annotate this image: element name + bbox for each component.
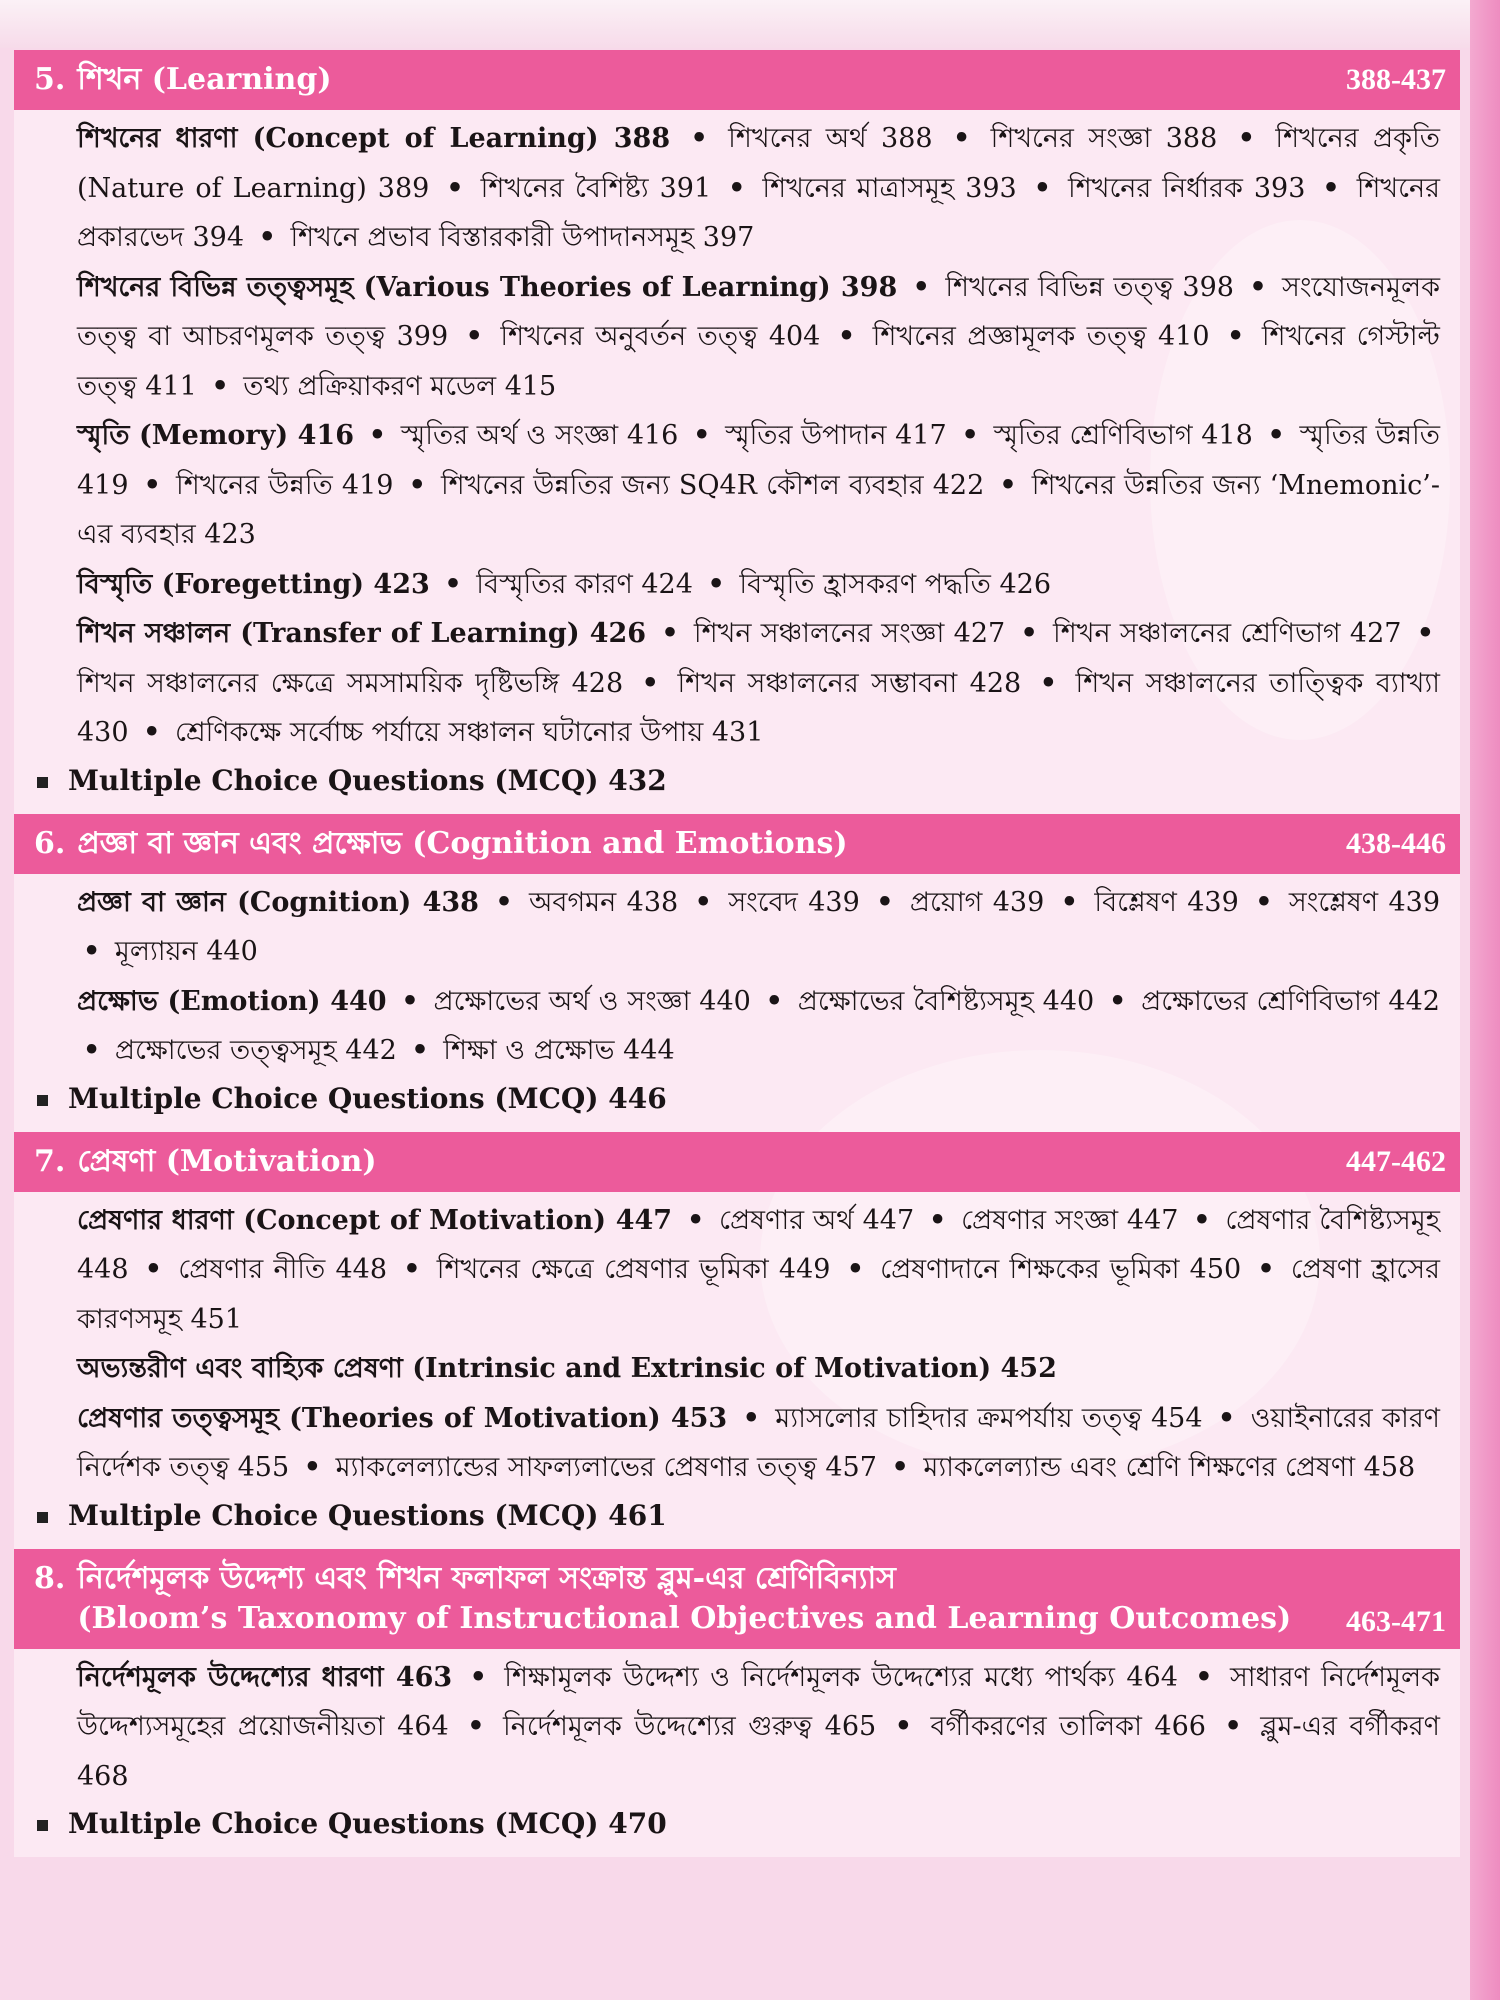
toc-entry [77, 609, 1440, 758]
bullet-icon: • [1020, 618, 1038, 649]
toc-entry [77, 560, 1440, 610]
bullet-icon: • [1193, 1204, 1211, 1236]
subtopic: ব্লুম-এর বর্গীকরণ 468 [77, 1711, 1440, 1792]
subtopic: প্রেষণার অর্থ 447 [719, 1204, 915, 1236]
mcq-label: Multiple Choice Questions (MCQ) 470 [68, 1807, 667, 1840]
chapter-body [14, 874, 1460, 1132]
subtopic: শিখনের ক্ষেত্রে প্রেষণার ভূমিকা 449 [436, 1254, 831, 1285]
bullet-icon: • [1416, 618, 1435, 649]
bullet-icon: • [1322, 172, 1340, 204]
subtopic: প্রক্ষোভের বৈশিষ্ট্যসমূহ 440 [797, 985, 1095, 1017]
subtopic: শিখনের অর্থ 388 [728, 123, 933, 154]
bullet-icon: • [401, 985, 419, 1017]
subtopic: সংবেদ 439 [728, 886, 860, 918]
mcq-line [37, 1076, 1440, 1122]
bullet-icon: • [641, 667, 659, 699]
subtopic: সংযোজনমূলক তত্ত্ব বা আচরণমূলক তত্ত্ব 399 [77, 271, 1440, 352]
mcq-line [37, 758, 1440, 804]
subtopic: শিখনের অনুবর্তন তত্ত্ব 404 [500, 321, 821, 352]
bullet-icon: • [707, 568, 725, 600]
chapter-title: শিখন (Learning) [77, 62, 332, 97]
subtopic: শিখনের বৈশিষ্ট্য 391 [480, 172, 712, 204]
subtopic: প্রক্ষোভের তত্ত্বসমূহ 442 [114, 1035, 397, 1066]
topic-heading: শিখনের বিভিন্ন তত্ত্বসমূহ (Various Theories of Learning) 398 [77, 271, 898, 303]
bullet-icon: • [1257, 1254, 1275, 1285]
subtopic: তথ্য প্রক্রিয়াকরণ মডেল 415 [243, 370, 557, 402]
chapter-pages: 447-462 [1346, 1144, 1446, 1178]
subtopic: শিখনের সংজ্ঞা 388 [990, 123, 1218, 154]
bullet-icon: • [1255, 886, 1273, 918]
toc-entry [77, 411, 1440, 560]
subtopic: প্রেষণার বৈশিষ্ট্যসমূহ 448 [77, 1204, 1440, 1285]
subtopic: বর্গীকরণের তালিকা 466 [930, 1711, 1206, 1742]
chapter-title: প্রেষণা (Motivation) [77, 1143, 377, 1179]
subtopic: শিখন সঞ্চালনের শ্রেণিভাগ 427 [1053, 618, 1402, 649]
subtopic: শিখন সঞ্চালনের সংজ্ঞা 427 [693, 618, 1006, 649]
bullet-icon: • [495, 886, 513, 918]
subtopic: শিখনের উন্নতির জন্য ‘Mnemonic’-এর ব্যবহার 423 [77, 469, 1440, 550]
subtopic: ওয়াইনারের কারণ নির্দেশক তত্ত্ব 455 [77, 1402, 1441, 1483]
subtopic: বিস্মৃতির কারণ 424 [476, 568, 693, 600]
toc-entry [77, 1344, 1440, 1394]
chapter-number: 5. [34, 62, 66, 97]
subtopic: প্রেষণা হ্রাসের কারণসমূহ 451 [77, 1254, 1440, 1335]
subtopic: প্রক্ষোভের অর্থ ও সংজ্ঞা 440 [433, 985, 751, 1017]
bullet-icon: • [1060, 886, 1078, 918]
subtopic: স্মৃতির অর্থ ও সংজ্ঞা 416 [400, 420, 679, 451]
chapter-pages: 438-446 [1346, 826, 1446, 860]
chapter-pages: 388-437 [1346, 63, 1446, 96]
subtopic: স্মৃতির উপাদান 417 [725, 420, 947, 451]
subtopic: শিখন সঞ্চালনের তাত্ত্বিক ব্যাখ্যা 430 [77, 667, 1441, 748]
bullet-icon: • [837, 321, 856, 352]
subtopic: ম্যাকলেল্যান্ডের সাফল্যলাভের প্রেষণার তত্ত্ব 457 [335, 1452, 877, 1483]
topic-heading: প্রেষণার ধারণা (Concept of Motivation) 447 [77, 1204, 673, 1236]
chapter-body [14, 1192, 1460, 1549]
topic-heading: শিখনের ধারণা (Concept of Learning) 388 [77, 123, 671, 154]
subtopic: নির্দেশমূলক উদ্দেশ্যের গুরুত্ব 465 [503, 1711, 877, 1742]
subtopic: প্রেষণার সংজ্ঞা 447 [961, 1204, 1179, 1236]
subtopic: শিখনের প্রজ্ঞামূলক তত্ত্ব 410 [872, 321, 1210, 352]
subtopic: প্রেষণাদানে শিক্ষকের ভূমিকা 450 [880, 1254, 1242, 1285]
bullet-icon: • [408, 469, 426, 501]
subtopic: শিখনের প্রকৃতি (Nature of Learning) 389 [77, 123, 1440, 204]
subtopic: প্রেষণার নীতি 448 [178, 1254, 388, 1285]
bullet-icon: • [999, 469, 1017, 501]
bullet-icon: • [444, 568, 462, 600]
chapter-pages: 463-471 [1346, 1604, 1446, 1638]
bullet-icon: • [891, 1452, 909, 1483]
subtopic: শিখনের মাত্রাসমূহ 393 [762, 172, 1017, 204]
chapter-number: 7. [34, 1143, 66, 1179]
bullet-icon: • [742, 1402, 760, 1434]
chapter-8 [14, 1549, 1460, 1858]
subtopic: শিক্ষা ও প্রক্ষোভ 444 [443, 1035, 675, 1066]
bullet-icon: • [258, 222, 276, 253]
bullet-icon: • [1237, 123, 1255, 154]
subtopic: শ্রেণিকক্ষে সর্বোচ্চ পর্যায়ে সঞ্চালন ঘটানোর উপায় 431 [175, 717, 764, 748]
bullet-icon: • [1249, 271, 1267, 303]
subtopic: শিখনের বিভিন্ন তত্ত্ব 398 [945, 271, 1234, 303]
subtopic: শিখন সঞ্চালনের ক্ষেত্রে সমসাময়িক দৃষ্টিভঙ্গি 428 [77, 667, 624, 699]
bullet-icon: • [1033, 172, 1052, 204]
subtopic: বিশ্লেষণ 439 [1094, 886, 1239, 918]
bullet-icon: • [303, 1452, 322, 1483]
bullet-icon: • [876, 886, 894, 918]
bullet-icon: • [465, 321, 483, 352]
top-margin [0, 0, 1470, 48]
toc-entry [77, 1196, 1440, 1345]
chapter-title: প্রজ্ঞা বা জ্ঞান এবং প্রক্ষোভ (Cognition and Emotions) [77, 825, 848, 861]
square-bullet-icon [37, 1512, 48, 1523]
toc-entry [77, 977, 1440, 1076]
bullet-icon: • [1267, 420, 1285, 451]
subtopic: বিস্মৃতি হ্রাসকরণ পদ্ধতি 426 [739, 568, 1052, 600]
bullet-icon: • [1195, 1661, 1213, 1693]
chapter-title-english: (Bloom’s Taxonomy of Instructional Objectives and Learning Outcomes) [77, 1600, 1292, 1636]
chapter-5 [14, 50, 1460, 814]
mcq-line [37, 1493, 1440, 1539]
topic-heading: বিস্মৃতি (Foregetting) 423 [77, 568, 430, 600]
bullet-icon: • [83, 936, 101, 967]
toc-entry [77, 1653, 1440, 1802]
topic-heading: অভ্যন্তরীণ এবং বাহ্যিক প্রেষণা (Intrinsic and Extrinsic of Motivation) 452 [77, 1353, 1057, 1384]
subtopic: অবগমন 438 [529, 886, 679, 918]
square-bullet-icon [37, 1820, 48, 1831]
bullet-icon: • [846, 1254, 864, 1285]
bullet-icon: • [1227, 321, 1245, 352]
bullet-icon: • [694, 886, 712, 918]
bullet-icon: • [144, 1254, 163, 1285]
subtopic: সাধারণ নির্দেশমূলক উদ্দেশ্যসমূহের প্রয়োজনীয়তা 464 [77, 1661, 1441, 1742]
subtopic: স্মৃতির শ্রেণিবিভাগ 418 [993, 420, 1253, 451]
bullet-icon: • [143, 469, 161, 501]
subtopic: ম্যাসলোর চাহিদার ক্রমপর্যায় তত্ত্ব 454 [775, 1402, 1203, 1434]
subtopic: শিখনে প্রভাব বিস্তারকারী উপাদানসমূহ 397 [290, 222, 755, 253]
square-bullet-icon [37, 777, 48, 788]
subtopic: শিখনের প্রকারভেদ 394 [77, 172, 1440, 253]
bullet-icon: • [686, 1204, 705, 1236]
bullet-icon: • [467, 1711, 485, 1742]
chapter-header [14, 814, 1460, 874]
topic-heading: শিখন সঞ্চালন (Transfer of Learning) 426 [77, 618, 647, 649]
chapter-header [14, 1549, 1460, 1649]
chapter-title: নির্দেশমূলক উদ্দেশ্য এবং শিখন ফলাফল সংক্রান্ত ব্লুম-এর শ্রেণিবিন্যাস [77, 1560, 896, 1596]
bullet-icon: • [1039, 667, 1057, 699]
toc-entry [77, 263, 1440, 412]
bullet-icon: • [765, 985, 783, 1017]
topic-heading: নির্দেশমূলক উদ্দেশ্যের ধারণা 463 [77, 1661, 453, 1693]
mcq-line [37, 1801, 1440, 1847]
bullet-icon: • [1224, 1711, 1242, 1742]
bullet-icon: • [403, 1254, 421, 1285]
bullet-icon: • [1217, 1402, 1236, 1434]
subtopic: স্মৃতির উন্নতি 419 [77, 420, 1440, 501]
topic-heading: স্মৃতি (Memory) 416 [77, 420, 355, 451]
topic-heading: প্রজ্ঞা বা জ্ঞান (Cognition) 438 [77, 886, 479, 918]
subtopic: শিক্ষামূলক উদ্দেশ্য ও নির্দেশমূলক উদ্দেশ্যের মধ্যে পার্থক্য 464 [504, 1661, 1178, 1693]
subtopic: শিখন সঞ্চালনের সম্ভাবনা 428 [677, 667, 1022, 699]
chapter-body [14, 110, 1460, 814]
bullet-icon: • [728, 172, 746, 204]
chapter-header [14, 50, 1460, 110]
bullet-icon: • [693, 420, 711, 451]
subtopic: শিখনের গেস্টাল্ট তত্ত্ব 411 [77, 321, 1440, 402]
bullet-icon: • [894, 1711, 912, 1742]
mcq-label: Multiple Choice Questions (MCQ) 446 [68, 1081, 667, 1115]
chapter-header [14, 1132, 1460, 1192]
square-bullet-icon [37, 1095, 48, 1106]
subtopic: সংশ্লেষণ 439 [1288, 886, 1440, 918]
bullet-icon: • [912, 271, 930, 303]
chapter-number: 6. [34, 825, 66, 861]
chapter-6 [14, 814, 1460, 1132]
bullet-icon: • [928, 1204, 947, 1236]
toc-entry [77, 878, 1440, 977]
contents-page [14, 50, 1460, 1857]
mcq-label: Multiple Choice Questions (MCQ) 461 [68, 1498, 667, 1532]
bullet-icon: • [469, 1661, 487, 1693]
bullet-icon: • [446, 172, 464, 204]
chapter-7 [14, 1132, 1460, 1549]
bullet-icon: • [211, 370, 229, 402]
subtopic: মূল্যায়ন 440 [114, 936, 258, 967]
bullet-icon: • [690, 123, 708, 154]
bullet-icon: • [143, 717, 161, 748]
bullet-icon: • [1109, 985, 1127, 1017]
subtopic: শিখনের উন্নতি 419 [176, 469, 394, 501]
bullet-icon: • [952, 123, 971, 154]
mcq-label: Multiple Choice Questions (MCQ) 432 [68, 763, 667, 797]
chapter-body [14, 1649, 1460, 1858]
chapter-number: 8. [34, 1560, 66, 1596]
topic-heading: প্রেষণার তত্ত্বসমূহ (Theories of Motivation) 453 [77, 1402, 728, 1434]
topic-heading: প্রক্ষোভ (Emotion) 440 [77, 985, 387, 1017]
bullet-icon: • [83, 1035, 101, 1066]
bullet-icon: • [961, 420, 979, 451]
page-edge [1470, 0, 1500, 2000]
subtopic: ম্যাকলেল্যান্ড এবং শ্রেণি শিক্ষণের প্রেষণা 458 [923, 1452, 1416, 1483]
subtopic: প্রক্ষোভের শ্রেণিবিভাগ 442 [1141, 985, 1440, 1017]
toc-entry [77, 1394, 1440, 1493]
bullet-icon: • [661, 618, 679, 649]
bullet-icon: • [411, 1035, 429, 1066]
subtopic: শিখনের নির্ধারক 393 [1068, 172, 1306, 204]
toc-entry [77, 114, 1440, 263]
subtopic: শিখনের উন্নতির জন্য SQ4R কৌশল ব্যবহার 422 [440, 469, 985, 501]
subtopic: প্রয়োগ 439 [909, 886, 1045, 918]
bullet-icon: • [368, 420, 387, 451]
